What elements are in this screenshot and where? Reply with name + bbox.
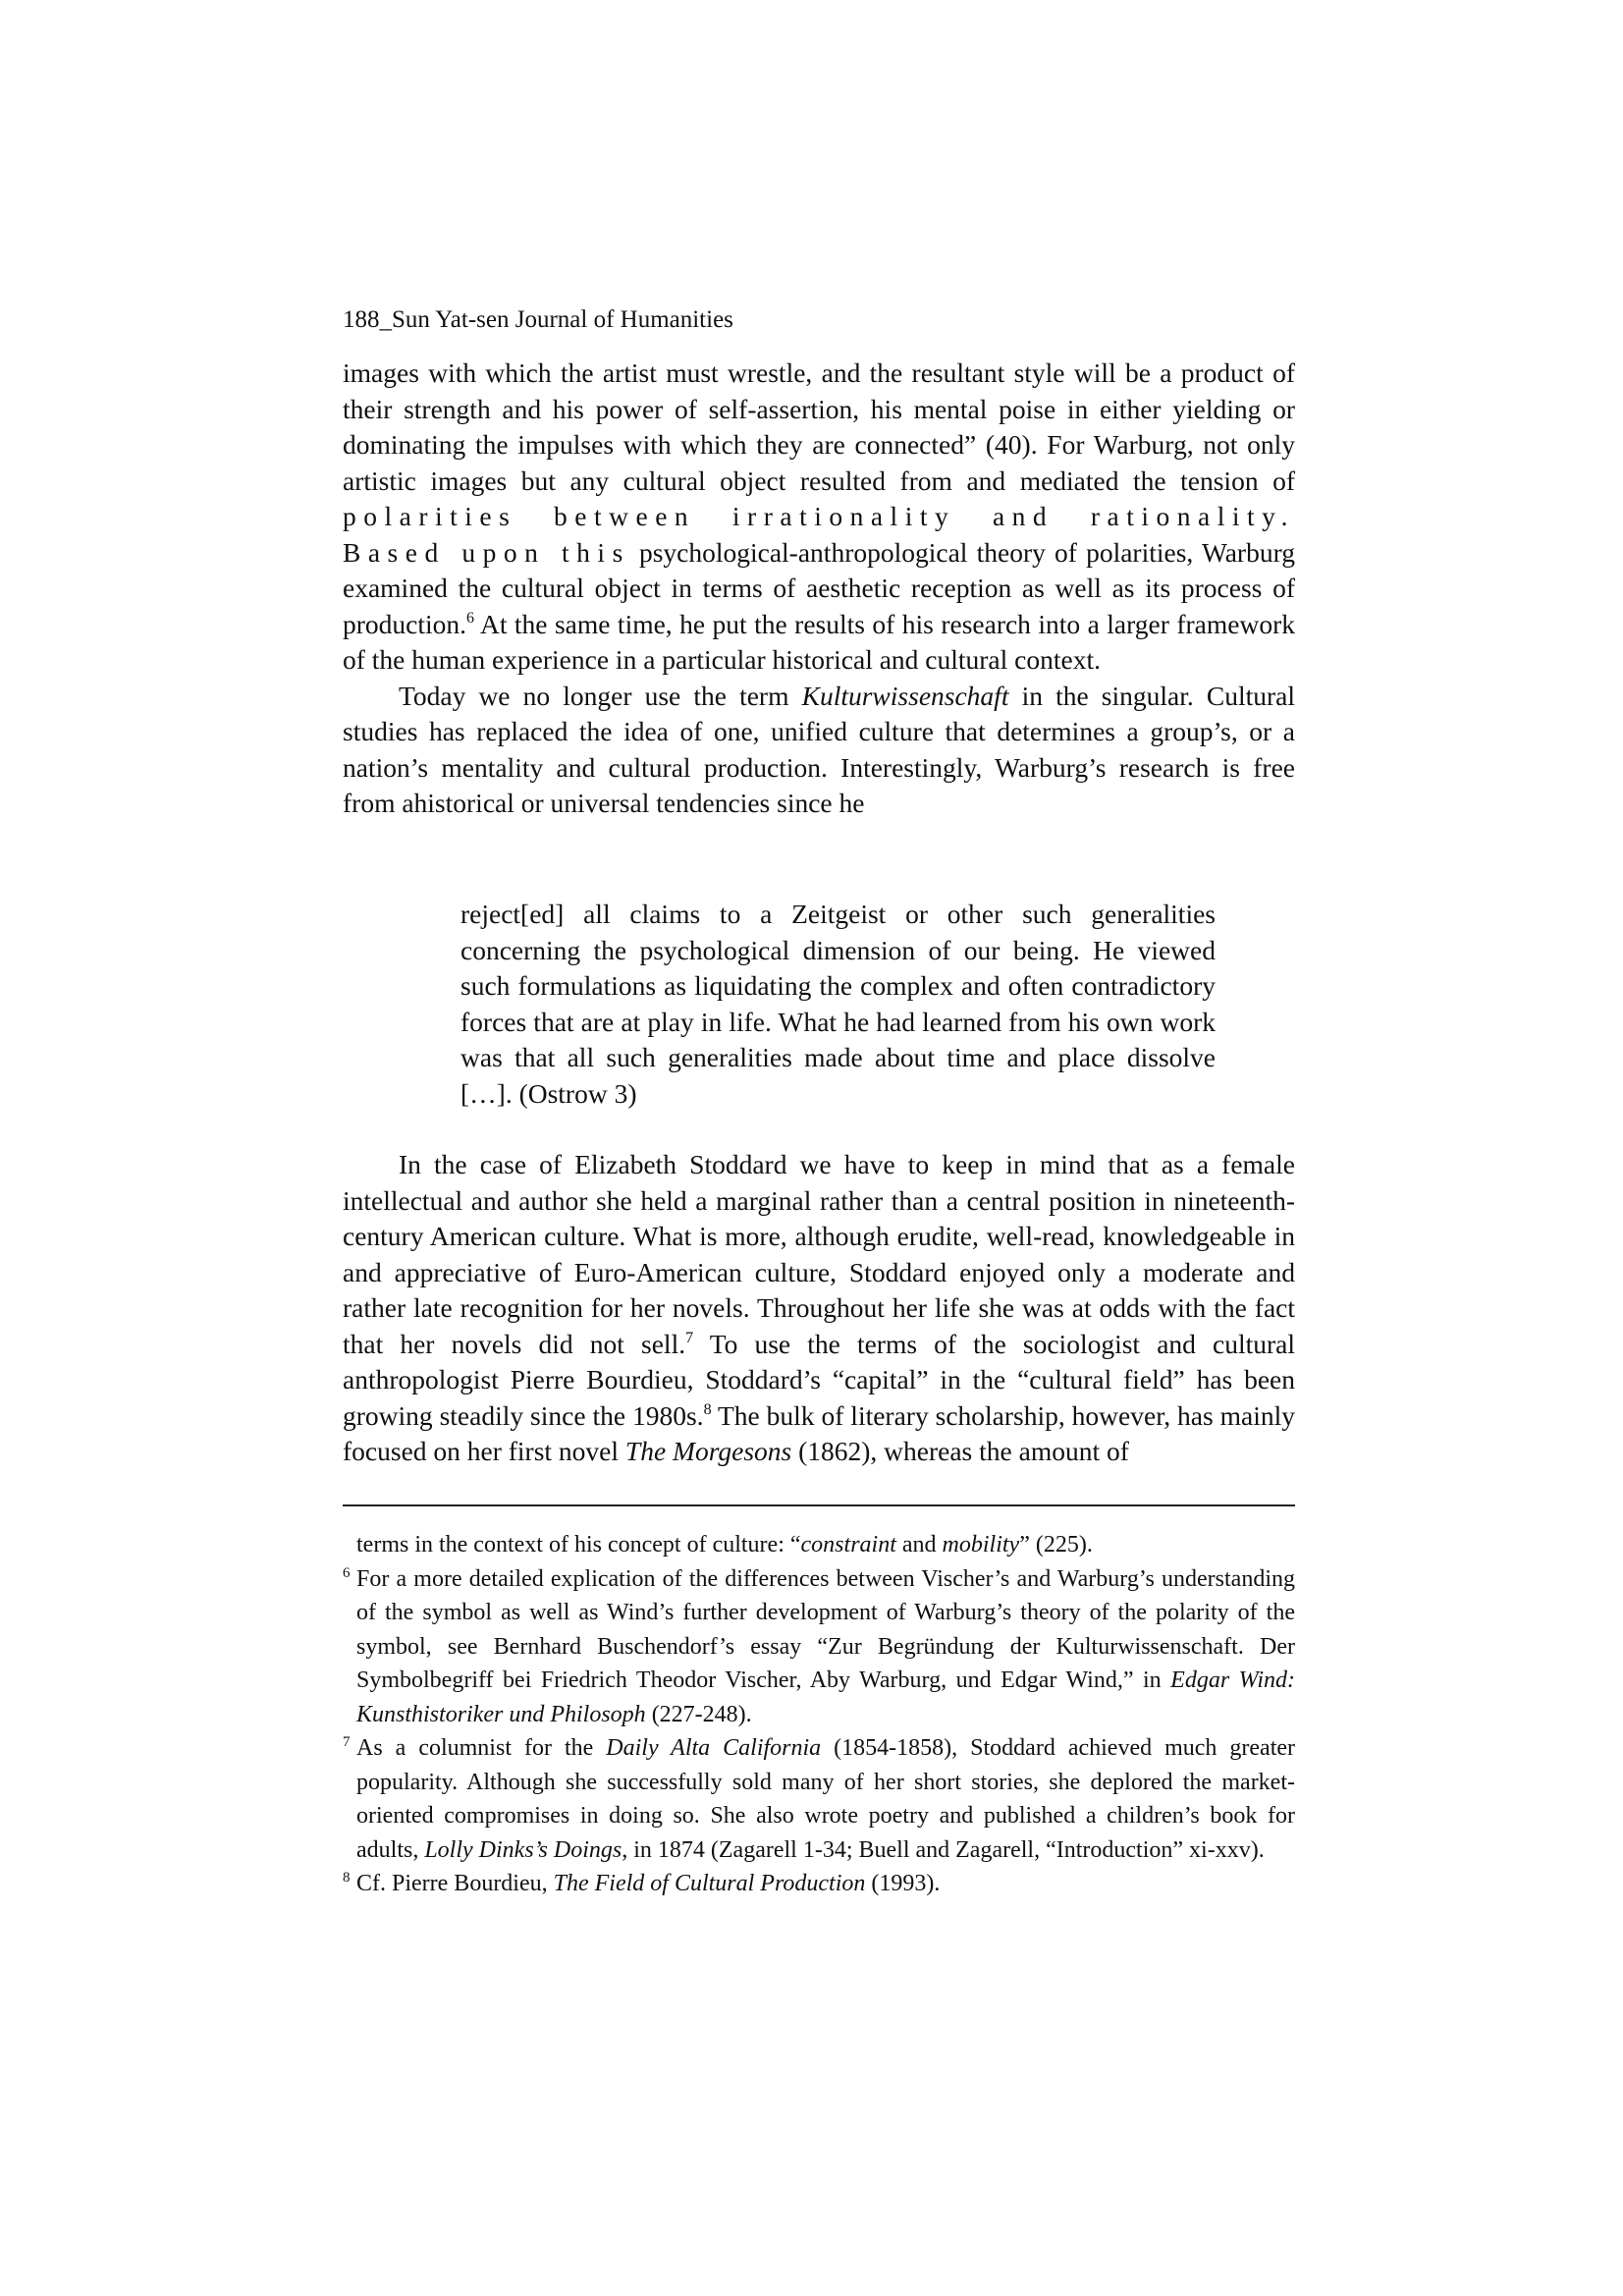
footnote-ref-8[interactable]: 8: [703, 1400, 712, 1418]
para3-text-d: (1862), whereas the amount of: [791, 1436, 1129, 1466]
footnotes: [343, 1528, 1295, 1901]
fn7-i2: Lolly Dinks’s Doings: [424, 1836, 622, 1863]
para3-text-c: The bulk of literary scholarship, however, has mainly focused on her first novel: [343, 1399, 1295, 1466]
fn7-c: , in 1874 (Zagarell 1-34; Buell and Zagarell, “Introduction” xi-xxv).: [622, 1836, 1265, 1863]
fn6-italic: Edgar Wind: Kunsthistoriker und Philosoph: [356, 1667, 1295, 1727]
footnote-6: [343, 1562, 1295, 1732]
footnote-number: 6: [343, 1564, 351, 1581]
para2-text-b: in the singular. Cultural studies has replaced the idea of one, unified culture that determines a group’s, or a nation’s mentality and cultural production. Interestingly, Warburg’s research is free from ahistorical or universal tendencies since he: [343, 680, 1295, 818]
block-quote: reject[ed] all claims to a Zeitgeist or other such generalities concerning the psychological dimension of our being. He viewed such formulations as liquidating the complex and often contradictory forces that are at play in life. What he had learned from his own work was that all such generalities made about time and place dissolve […]. (Ostrow 3): [460, 899, 1216, 1109]
footnote-number: 8: [343, 1870, 351, 1886]
paragraph-2: [343, 679, 1295, 822]
fn8-a: Cf. Pierre Bourdieu,: [356, 1871, 554, 1896]
footnote-divider: [343, 1504, 1295, 1506]
fn-cont-i1: constraint: [800, 1532, 896, 1558]
fn-cont-c: ” (225).: [1019, 1532, 1093, 1558]
fn7-a: As a columnist for the: [356, 1735, 607, 1761]
fn8-b: (1993).: [865, 1871, 941, 1896]
fn6-b: (227-248).: [645, 1701, 752, 1727]
footnote-8: [343, 1867, 1295, 1901]
para3-italic: The Morgesons: [624, 1436, 792, 1466]
para2-text-a: Today we no longer use the term: [399, 680, 802, 711]
para3-text-a: In the case of Elizabeth Stoddard we have to keep in mind that as a female intellectual and author she held a marginal rather than a central position in nineteenth-century American culture. What is more, although erudite, well-read, knowledgeable in and appreciative of Euro-American culture, Stoddard enjoyed only a moderate and rather late recognition for her novels. Throughout her life she was at odds with the fact that her novels did not sell.: [343, 1149, 1295, 1359]
para1-text-d: At the same time, he put the results of his research into a larger framework of the human experience in a particular historical and cultural context.: [343, 608, 1295, 675]
running-head: 188_Sun Yat-sen Journal of Humanities: [343, 306, 733, 333]
fn7-b: (1854-1858), Stoddard achieved much greater popularity. Although she successfully sold many of her short stories, she deplored the market-oriented compromises in doing so. She also wrote poetry and published a children’s book for adults,: [356, 1735, 1296, 1863]
para2-italic: Kulturwissenschaft: [801, 680, 1009, 711]
para1-text-a: images with which the artist must wrestle, and the resultant style will be a product of their strength and his power of self-assertion, his mental poise in either yielding or dominating the impulses with which they are connected” (40). For Warburg, not only artistic images but any cultural object resulted from and mediated the tension of: [343, 357, 1295, 496]
footnote-ref-6[interactable]: 6: [466, 609, 475, 627]
para1-text-c: psychological-anthropological theory of polarities, Warburg examined the cultural object in terms of aesthetic reception as well as its process of production.: [343, 536, 1295, 639]
para3-text-b: To use the terms of the sociologist and cultural anthropologist Pierre Bourdieu, Stoddard’s “capital” in the “cultural field” has been growing steadily since the 1980s.: [343, 1328, 1296, 1431]
fn7-i1: Daily Alta California: [606, 1735, 822, 1761]
fn6-a: For a more detailed explication of the differences between Vischer’s and Warburg’s understanding of the symbol as well as Wind’s further development of Warburg’s theory of the polarity of the symbol, see Bernhard Buschendorf’s essay “Zur Begründung der Kulturwissenschaft. Der Symbolbegriff bei Friedrich Theodor Vischer, Aby Warburg, und Edgar Wind,” in: [356, 1565, 1295, 1693]
fn-cont-a: terms in the context of his concept of culture: “: [356, 1532, 801, 1558]
fn-cont-b: and: [895, 1532, 943, 1558]
fn-cont-i2: mobility: [942, 1532, 1020, 1558]
paragraph-3: [343, 1147, 1295, 1470]
footnote-ref-7[interactable]: 7: [685, 1329, 694, 1346]
main-text: [343, 355, 1295, 822]
fn8-italic: The Field of Cultural Production: [553, 1871, 866, 1896]
footnote-7: [343, 1731, 1295, 1867]
footnote-number: 7: [343, 1734, 351, 1750]
para1-text-spaced: polarities between irrationality and rationality. Based upon this: [343, 501, 1295, 568]
footnote-continuation: [343, 1528, 1295, 1562]
paragraph-1: [343, 355, 1295, 679]
